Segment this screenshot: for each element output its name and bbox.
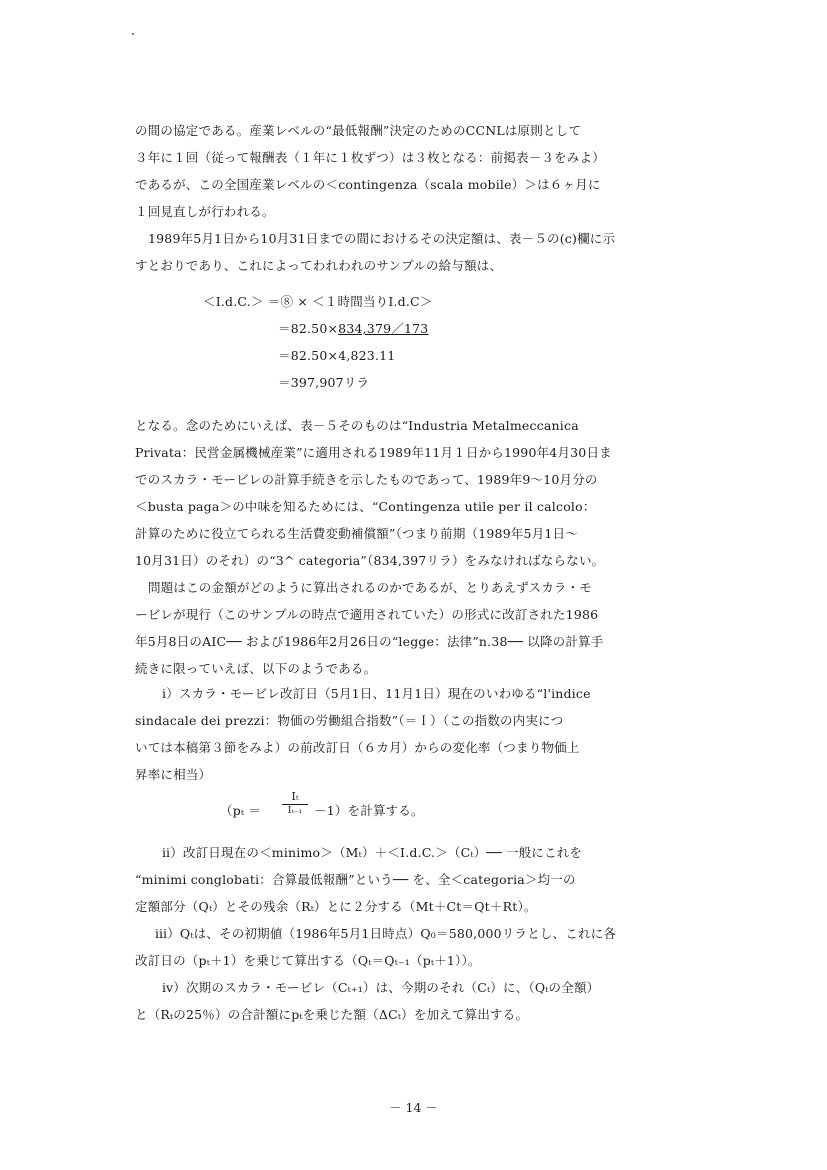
fraction-denominator: Iₜ₋₁ xyxy=(287,806,303,816)
change-rate-fraction xyxy=(282,790,308,816)
paragraph-3-line-5: 計算のために役立てられる生活費変動補償額”（つまり前期（1989年5月1日～ xyxy=(135,526,578,541)
paragraph-1-line-3: であるが、この全国産業レベルの＜contingenza（scala mobile）＞は６ヶ月に xyxy=(135,177,601,192)
formula-line-1: ＜I.d.C.＞ ＝⑧ × ＜１時間当りI.d.C＞ xyxy=(203,294,433,309)
formula-line-3: ＝82.50×4,823.11 xyxy=(278,348,396,363)
paragraph-1-line-4: １回見直しが行われる。 xyxy=(135,204,275,219)
item-2-line-2: “minimi conglobati：合算最低報酬”という── を、全＜categoria＞均一の xyxy=(135,872,576,887)
change-rate-formula-suffix: －1）を計算する。 xyxy=(314,803,424,818)
paragraph-3-line-3: でのスカラ・モービレの計算手続きを示したものであって、1989年9～10月分の xyxy=(135,472,598,487)
paragraph-1-line-1: の間の協定である。産業レベルの“最低報酬”決定のためのCCNLは原則として xyxy=(135,123,582,138)
paragraph-4-line-4: 続きに限っていえば、以下のようである。 xyxy=(135,661,377,676)
paragraph-1-line-2: ３年に１回（従って報酬表（１年に１枚ずつ）は３枚となる：前掲表－３をみよ） xyxy=(135,150,605,165)
item-1-line-3: いては本稿第３節をみよ）の前改訂日（６カ月）からの変化率（つまり物価上 xyxy=(135,740,580,755)
formula-line-2-fraction: 834,379／173 xyxy=(338,321,429,336)
formula-line-2 xyxy=(278,321,428,337)
page-number: － 14 － xyxy=(389,1100,438,1115)
paragraph-2-line-1: 1989年5月1日から10月31日までの間におけるその決定額は、表－５の(c)欄に示 xyxy=(148,231,616,246)
item-2-line-3: 定額部分（Qₜ）とその残余（Rₜ）とに２分する（Mt＋Ct＝Qt＋Rt）。 xyxy=(135,899,537,914)
formula-line-4: ＝397,907リラ xyxy=(278,375,370,390)
fraction-numerator: Iₜ xyxy=(282,790,308,805)
paragraph-3-line-6: 10月31日）のそれ）の“3^ categoria”（834,397リラ）をみなければならない。 xyxy=(135,553,605,568)
paragraph-3-line-1: となる。念のためにいえば、表－５そのものは“Industria Metalmeccanica xyxy=(135,418,579,433)
paragraph-3-line-2: Privata：民営金属機械産業”に適用される1989年11月１日から1990年4月30日ま xyxy=(135,445,612,460)
change-rate-formula-prefix: （pₜ ＝ xyxy=(220,803,262,818)
item-3-line-2: 改訂日の（pₜ＋1）を乗じて算出する（Qₜ＝Qₜ₋₁（pₜ＋1））。 xyxy=(135,953,481,968)
paragraph-4-line-2: ービレが現行（このサンプルの時点で適用されていた）の形式に改訂された1986 xyxy=(135,607,599,622)
item-1-line-4: 昇率に相当） xyxy=(135,767,212,782)
item-1-line-2: sindacale dei prezzi：物価の労働組合指数”（＝Ｉ）（この指数の内実につ xyxy=(135,713,564,728)
item-3-line-1: ⅲ）Qₜは、その初期値（1986年5月1日時点）Q₀＝580,000リラとし、これに各 xyxy=(155,926,617,941)
paragraph-4-line-3: 年5月8日のAIC── および1986年2月26日の“legge：法律”n.38── 以降の計算手 xyxy=(135,634,604,649)
paragraph-2-line-2: すとおりであり、これによってわれわれのサンプルの給与額は、 xyxy=(135,258,503,273)
item-1-line-1: ⅰ）スカラ・モービレ改訂日（5月1日、11月1日）現在のいわゆる“l'indice xyxy=(162,686,591,701)
paragraph-4-line-1: 問題はこの金額がどのように算出されるのかであるが、とりあえずスカラ・モ xyxy=(148,580,593,595)
paragraph-3-line-4: ＜busta paga＞の中味を知るためには、“Contingenza utile per il calcolo： xyxy=(135,499,596,514)
item-4-line-1: ⅳ）次期のスカラ・モービレ（Cₜ₊₁）は、今期のそれ（Cₜ）に、（Qₜの全額） xyxy=(162,980,600,995)
formula-line-2-prefix: ＝82.50× xyxy=(278,321,339,336)
scan-speck xyxy=(132,33,134,35)
item-2-line-1: ⅱ）改訂日現在の＜minimo＞（Mₜ）＋＜I.d.C.＞（Cₜ）── 一般にこれを xyxy=(162,845,583,860)
item-4-line-2: と（Rₜの25％）の合計額にpₜを乗じた額（ΔCₜ）を加えて算出する。 xyxy=(135,1007,529,1022)
